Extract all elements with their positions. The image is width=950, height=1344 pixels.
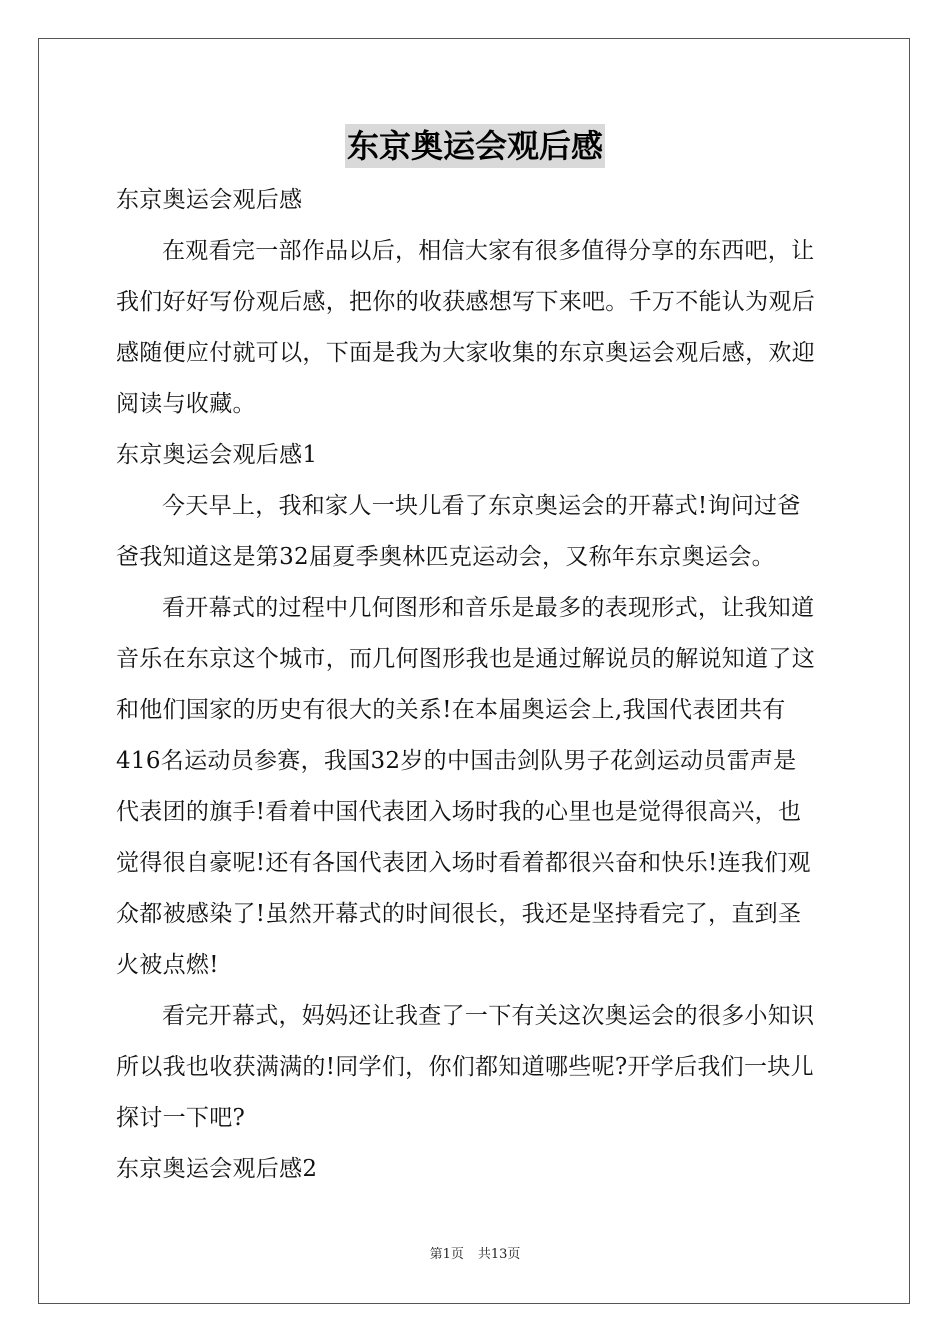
text-line: 阅读与收藏。 xyxy=(116,391,256,417)
text-line: 看开幕式的过程中几何图形和音乐是最多的表现形式，让我知道 xyxy=(162,595,815,621)
page-total: 共13页 xyxy=(477,1247,521,1262)
text-line: 爸我知道这是第32届夏季奥林匹克运动会，又称年东京奥运会。 xyxy=(116,544,775,570)
text-line: 代表团的旗手!看着中国代表团入场时我的心里也是觉得很高兴，也 xyxy=(116,799,802,825)
document-title: 东京奥运会观后感 xyxy=(345,124,605,168)
page-footer xyxy=(0,1246,950,1264)
text-line: 东京奥运会观后感1 xyxy=(116,442,318,468)
text-line: 看完开幕式，妈妈还让我查了一下有关这次奥运会的很多小知识 xyxy=(162,1003,815,1029)
text-line: 感随便应付就可以，下面是我为大家收集的东京奥运会观后感，欢迎 xyxy=(116,340,815,366)
page-number: 第1页 xyxy=(429,1247,464,1262)
text-line: 在观看完一部作品以后，相信大家有很多值得分享的东西吧，让 xyxy=(162,238,815,264)
text-line: 音乐在东京这个城市，而几何图形我也是通过解说员的解说知道了这 xyxy=(116,646,815,672)
text-line: 我们好好写份观后感，把你的收获感想写下来吧。千万不能认为观后 xyxy=(116,289,815,315)
text-line: 觉得很自豪呢!还有各国代表团入场时看着都很兴奋和快乐!连我们观 xyxy=(116,850,811,876)
text-line: 416名运动员参赛，我国32岁的中国击剑队男子花剑运动员雷声是 xyxy=(116,748,797,774)
title-area xyxy=(0,124,950,168)
text-line: 和他们国家的历史有很大的关系!在本届奥运会上,我国代表团共有 xyxy=(116,697,786,723)
document-body xyxy=(116,175,836,1195)
text-line: 探讨一下吧? xyxy=(116,1105,246,1131)
text-line: 东京奥运会观后感2 xyxy=(116,1156,318,1182)
text-line: 东京奥运会观后感 xyxy=(116,187,303,213)
text-line: 今天早上，我和家人一块儿看了东京奥运会的开幕式!询问过爸 xyxy=(162,493,801,519)
text-line: 火被点燃! xyxy=(116,952,219,978)
text-line: 所以我也收获满满的!同学们，你们都知道哪些呢?开学后我们一块儿 xyxy=(116,1054,814,1080)
text-line: 众都被感染了!虽然开幕式的时间很长，我还是坚持看完了，直到圣 xyxy=(116,901,802,927)
